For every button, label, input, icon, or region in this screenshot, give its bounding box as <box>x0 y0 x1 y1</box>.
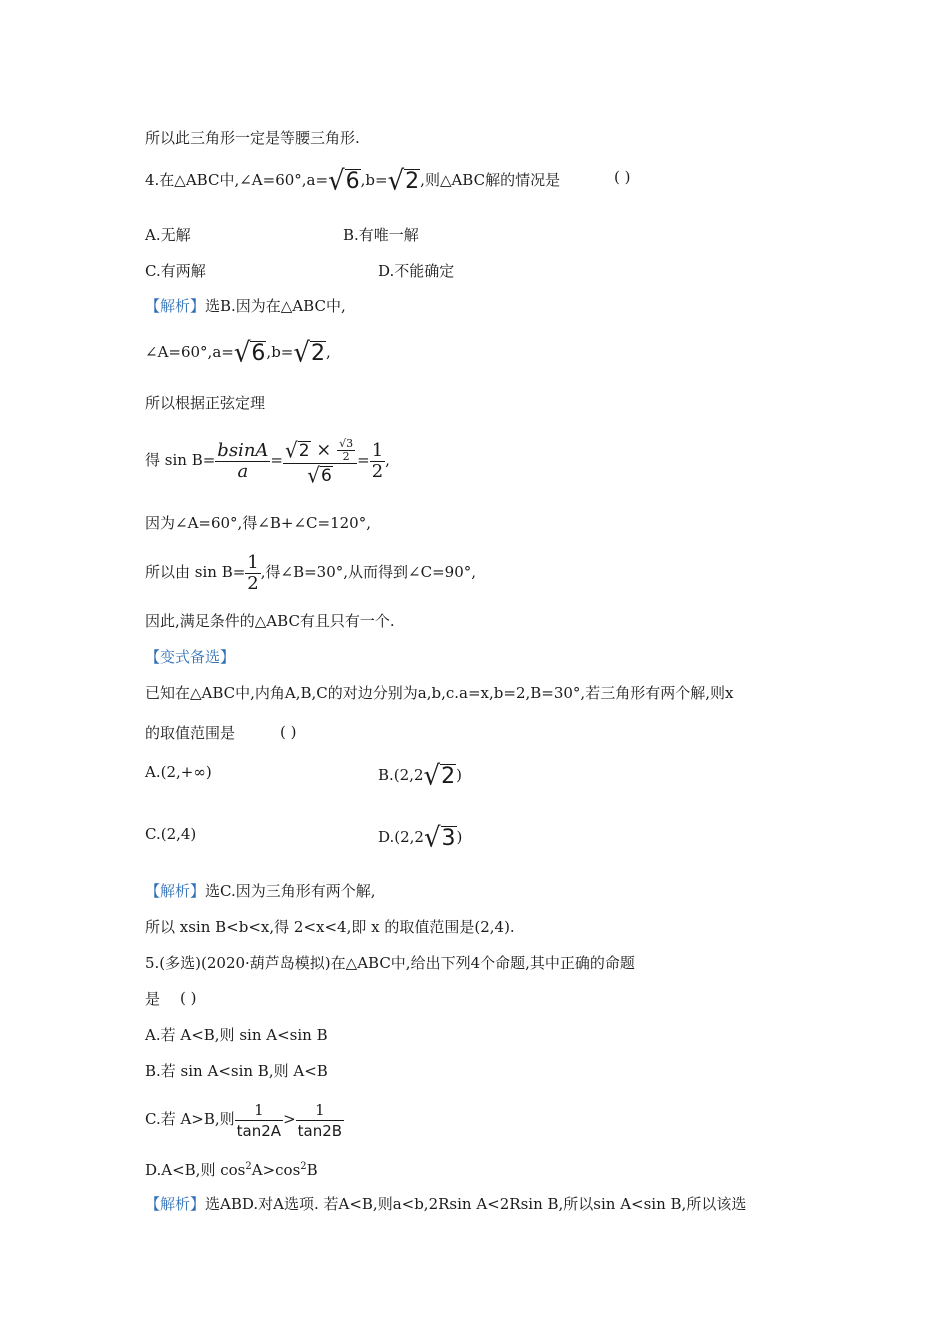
equals: = <box>270 451 283 469</box>
option-d: D.不能确定 <box>378 262 455 280</box>
q4-text: 4.在△ABC中,∠A=60°,a= <box>145 171 329 189</box>
solution-text: 选B.因为在△ABC中, <box>205 297 346 315</box>
variant-text: 已知在△ABC中,内角A,B,C的对边分别为a,b,c.a=x,b=2,B=30°,若三角形有两个解,则x <box>145 684 734 702</box>
fraction: $\frac{1}{\tan 2B}$ <box>297 1100 343 1140</box>
formula-line <box>145 548 476 596</box>
sqrt-6: √ 6 <box>328 165 360 197</box>
sqrt-2: √ 2 <box>387 165 420 197</box>
comma: , <box>385 451 390 469</box>
option-d: D.A<B,则 $\cos^2A>\cos^2B$ <box>145 1161 318 1179</box>
text-line: 因此,满足条件的△ABC有且只有一个. <box>145 612 395 630</box>
formula-text: 所以由 sin B= <box>145 563 246 581</box>
option-d: D.(2,2 √ 3 ) <box>378 822 463 854</box>
option-c: C.(2,4) <box>145 825 197 843</box>
question-5-cont: 是 <box>145 990 161 1008</box>
solution-line <box>145 1194 746 1214</box>
answer-paren: ( ) <box>614 168 631 186</box>
q4-text-mid: ,b= <box>360 171 388 189</box>
sqrt-6: √ 6 <box>233 337 266 369</box>
formula-sinB <box>145 430 390 494</box>
sqrt-2: √ 2 <box>293 337 325 369</box>
text-line: 因为∠A=60°,得∠B+∠C=120°, <box>145 514 371 532</box>
solution-line <box>145 296 346 316</box>
solution-text: 选C.因为三角形有两个解, <box>205 882 376 900</box>
option-b: B.(2,2 √ 2 ) <box>378 760 462 792</box>
option-a: A.若 A<B,则 sin A<sin B <box>145 1026 328 1044</box>
text-line: 所以根据正弦定理 <box>145 394 266 412</box>
q4-text-post: ,则△ABC解的情况是 <box>420 171 561 189</box>
solution-tag: 【解析】 <box>145 882 206 900</box>
solution-line <box>145 881 376 901</box>
fraction: $\frac{1}{2}$ <box>371 439 384 482</box>
fraction: $\frac{1}{\tan 2A}$ <box>236 1100 282 1140</box>
answer-paren: ( ) <box>180 989 197 1007</box>
text-line: 所以此三角形一定是等腰三角形. <box>145 129 360 147</box>
variant-text: 的取值范围是 <box>145 724 236 742</box>
formula-text-post: ,得∠B=30°,从而得到∠C=90°, <box>260 563 477 581</box>
question-5: 5.(多选)(2020·葫芦岛模拟)在△ABC中,给出下列4个命题,其中正确的命题 <box>145 954 635 972</box>
option-c: C.有两解 <box>145 262 206 280</box>
option-c: C.若 A>B,则 $\frac{1}{\tan 2A}$ > $\frac{1}{\tan 2B}$ <box>145 1100 343 1140</box>
sqrt-2: √ 2 <box>423 760 456 792</box>
variant-tag: 【变式备选】 <box>145 648 236 666</box>
angle-line <box>145 337 331 369</box>
solution-tag: 【解析】 <box>145 1195 206 1213</box>
option-b: B.若 sin A<sin B,则 A<B <box>145 1062 328 1080</box>
fraction: $\frac{1}{2}$ <box>247 551 259 594</box>
fraction: √ 2 × $\frac{√3}{2}$ √ 6 <box>283 438 357 485</box>
angle-text: ∠A=60°,a= <box>145 343 234 361</box>
answer-paren: ( ) <box>280 723 297 741</box>
sqrt-3: √ 3 <box>423 822 456 854</box>
text-line: 所以 xsin B<b<x,得 2<x<4,即 x 的取值范围是(2,4). <box>145 918 515 936</box>
option-a: A.(2,+∞) <box>145 763 212 781</box>
option-b: B.有唯一解 <box>343 226 419 244</box>
angle-text-post: , <box>325 343 331 361</box>
solution-text: 选ABD.对A选项. 若A<B,则a<b,2Rsin A<2Rsin B,所以sin A<sin B,所以该选 <box>205 1195 747 1213</box>
fraction: $\frac{bsinA}{a}$ <box>217 439 269 482</box>
equals: = <box>357 451 370 469</box>
question-4 <box>145 165 561 197</box>
option-a: A.无解 <box>145 226 191 244</box>
angle-text-mid: ,b= <box>266 343 294 361</box>
solution-tag: 【解析】 <box>145 297 206 315</box>
formula-text: 得 sin B= <box>145 451 216 469</box>
